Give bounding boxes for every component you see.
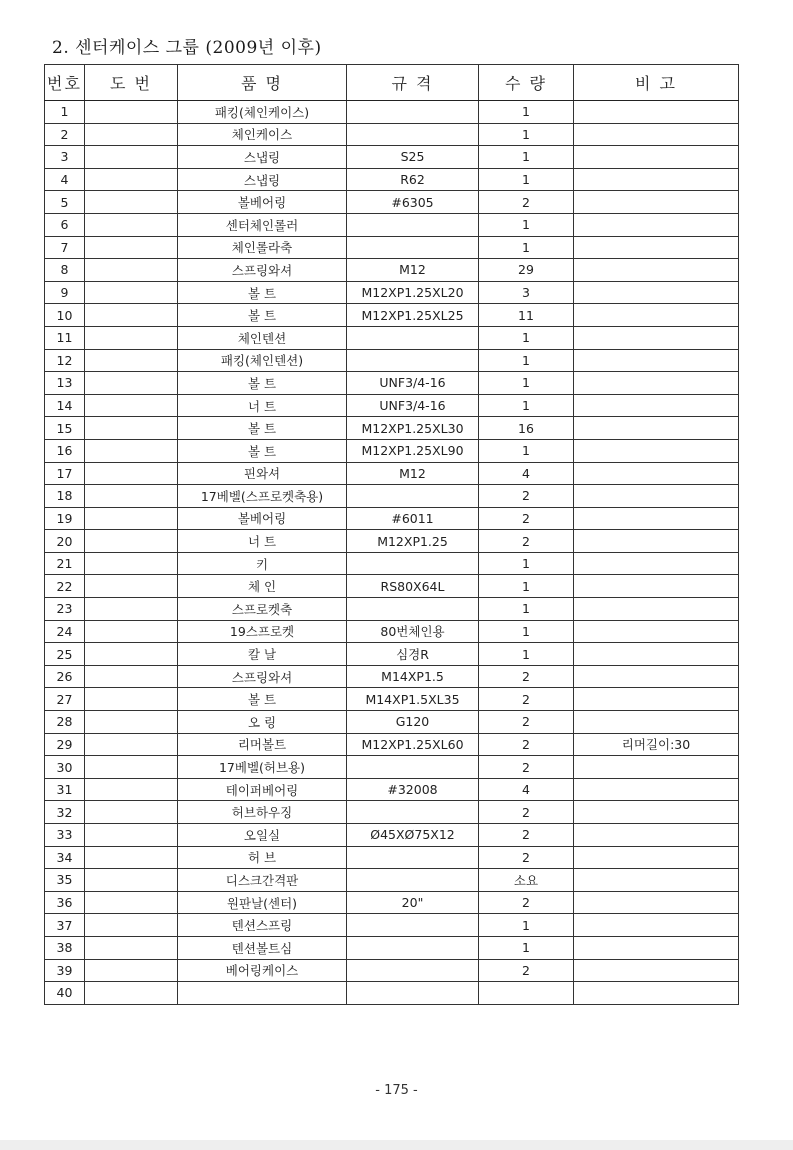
cell-remarks <box>574 213 739 236</box>
table-row <box>45 168 739 191</box>
cell-part-name: 체인텐션 <box>178 326 347 349</box>
cell-part-name: 너 트 <box>178 530 347 553</box>
cell-number: 27 <box>45 688 85 711</box>
table-row <box>45 891 739 914</box>
cell-part-name: 오 링 <box>178 711 347 734</box>
cell-quantity: 1 <box>479 552 574 575</box>
cell-part-name: 스냅링 <box>178 146 347 169</box>
cell-specification <box>347 936 479 959</box>
cell-number: 11 <box>45 326 85 349</box>
table-row <box>45 236 739 259</box>
cell-specification: M14XP1.5 <box>347 665 479 688</box>
cell-remarks <box>574 665 739 688</box>
header-remarks: 비 고 <box>574 65 739 101</box>
cell-remarks <box>574 620 739 643</box>
cell-number: 1 <box>45 101 85 124</box>
cell-part-name: 스냅링 <box>178 168 347 191</box>
cell-part-name: 볼 트 <box>178 417 347 440</box>
cell-remarks <box>574 801 739 824</box>
cell-quantity: 2 <box>479 191 574 214</box>
cell-remarks <box>574 575 739 598</box>
cell-drawing-no <box>85 123 178 146</box>
cell-drawing-no <box>85 620 178 643</box>
table-row <box>45 688 739 711</box>
cell-part-name: 스프링와셔 <box>178 259 347 282</box>
cell-quantity: 29 <box>479 259 574 282</box>
cell-remarks <box>574 914 739 937</box>
cell-specification <box>347 756 479 779</box>
cell-drawing-no <box>85 959 178 982</box>
cell-quantity: 2 <box>479 733 574 756</box>
cell-specification: R62 <box>347 168 479 191</box>
cell-specification: #6011 <box>347 507 479 530</box>
cell-part-name: 원판날(센터) <box>178 891 347 914</box>
cell-quantity: 2 <box>479 891 574 914</box>
table-row <box>45 417 739 440</box>
cell-drawing-no <box>85 439 178 462</box>
cell-part-name: 볼 트 <box>178 304 347 327</box>
cell-specification <box>347 846 479 869</box>
table-row <box>45 349 739 372</box>
cell-part-name: 볼 트 <box>178 372 347 395</box>
cell-quantity: 1 <box>479 598 574 621</box>
cell-drawing-no <box>85 372 178 395</box>
table-row <box>45 936 739 959</box>
cell-specification <box>347 959 479 982</box>
cell-specification <box>347 236 479 259</box>
cell-specification: 80번체인용 <box>347 620 479 643</box>
cell-specification <box>347 485 479 508</box>
cell-quantity: 1 <box>479 372 574 395</box>
cell-part-name: 텐션볼트심 <box>178 936 347 959</box>
cell-part-name: 텐션스프링 <box>178 914 347 937</box>
cell-number: 8 <box>45 259 85 282</box>
cell-number: 28 <box>45 711 85 734</box>
cell-remarks <box>574 372 739 395</box>
cell-number: 30 <box>45 756 85 779</box>
cell-quantity: 2 <box>479 665 574 688</box>
cell-remarks <box>574 394 739 417</box>
cell-drawing-no <box>85 801 178 824</box>
cell-drawing-no <box>85 643 178 666</box>
cell-drawing-no <box>85 552 178 575</box>
table-row <box>45 213 739 236</box>
cell-drawing-no <box>85 462 178 485</box>
table-row <box>45 485 739 508</box>
cell-number: 4 <box>45 168 85 191</box>
cell-quantity: 1 <box>479 168 574 191</box>
cell-remarks <box>574 982 739 1005</box>
cell-number: 16 <box>45 439 85 462</box>
cell-quantity: 2 <box>479 824 574 847</box>
cell-remarks <box>574 756 739 779</box>
cell-specification: M12XP1.25XL25 <box>347 304 479 327</box>
table-row <box>45 259 739 282</box>
cell-remarks <box>574 711 739 734</box>
cell-drawing-no <box>85 101 178 124</box>
cell-drawing-no <box>85 304 178 327</box>
cell-quantity: 1 <box>479 349 574 372</box>
cell-part-name: 칼 날 <box>178 643 347 666</box>
cell-number: 18 <box>45 485 85 508</box>
cell-specification: M14XP1.5XL35 <box>347 688 479 711</box>
cell-specification <box>347 982 479 1005</box>
cell-quantity: 1 <box>479 575 574 598</box>
cell-number: 12 <box>45 349 85 372</box>
cell-drawing-no <box>85 869 178 892</box>
cell-drawing-no <box>85 711 178 734</box>
cell-remarks <box>574 688 739 711</box>
cell-remarks <box>574 349 739 372</box>
cell-specification: M12XP1.25XL90 <box>347 439 479 462</box>
cell-remarks <box>574 778 739 801</box>
cell-specification <box>347 552 479 575</box>
cell-number: 24 <box>45 620 85 643</box>
cell-quantity: 11 <box>479 304 574 327</box>
cell-specification <box>347 801 479 824</box>
cell-quantity: 1 <box>479 213 574 236</box>
cell-number: 21 <box>45 552 85 575</box>
cell-drawing-no <box>85 213 178 236</box>
cell-number: 13 <box>45 372 85 395</box>
cell-specification: M12XP1.25XL30 <box>347 417 479 440</box>
cell-remarks <box>574 417 739 440</box>
cell-remarks <box>574 191 739 214</box>
cell-remarks <box>574 598 739 621</box>
cell-part-name: 스프로켓축 <box>178 598 347 621</box>
cell-specification: RS80X64L <box>347 575 479 598</box>
table-row <box>45 959 739 982</box>
cell-drawing-no <box>85 394 178 417</box>
cell-drawing-no <box>85 326 178 349</box>
table-row <box>45 281 739 304</box>
cell-part-name: 볼 트 <box>178 439 347 462</box>
table-row <box>45 123 739 146</box>
cell-number: 35 <box>45 869 85 892</box>
cell-specification <box>347 101 479 124</box>
cell-quantity: 4 <box>479 462 574 485</box>
cell-specification: M12XP1.25 <box>347 530 479 553</box>
cell-quantity: 1 <box>479 936 574 959</box>
cell-number: 37 <box>45 914 85 937</box>
cell-part-name: 체 인 <box>178 575 347 598</box>
cell-drawing-no <box>85 598 178 621</box>
cell-specification: #32008 <box>347 778 479 801</box>
cell-quantity: 16 <box>479 417 574 440</box>
cell-remarks <box>574 891 739 914</box>
cell-remarks <box>574 236 739 259</box>
cell-part-name: 핀와셔 <box>178 462 347 485</box>
cell-quantity: 2 <box>479 846 574 869</box>
cell-number: 7 <box>45 236 85 259</box>
cell-drawing-no <box>85 530 178 553</box>
cell-specification <box>347 326 479 349</box>
cell-number: 23 <box>45 598 85 621</box>
table-row <box>45 869 739 892</box>
table-row <box>45 101 739 124</box>
table-row <box>45 914 739 937</box>
cell-specification: M12 <box>347 462 479 485</box>
table-row <box>45 665 739 688</box>
table-row <box>45 462 739 485</box>
cell-drawing-no <box>85 756 178 779</box>
table-row <box>45 191 739 214</box>
table-row <box>45 552 739 575</box>
cell-part-name: 스프링와셔 <box>178 665 347 688</box>
cell-remarks <box>574 643 739 666</box>
cell-number: 39 <box>45 959 85 982</box>
cell-specification: M12XP1.25XL60 <box>347 733 479 756</box>
cell-specification <box>347 349 479 372</box>
cell-specification <box>347 914 479 937</box>
cell-specification <box>347 869 479 892</box>
header-part-name: 품 명 <box>178 65 347 101</box>
cell-number: 20 <box>45 530 85 553</box>
table-row <box>45 575 739 598</box>
table-row <box>45 372 739 395</box>
cell-drawing-no <box>85 733 178 756</box>
cell-drawing-no <box>85 982 178 1005</box>
cell-drawing-no <box>85 281 178 304</box>
cell-quantity: 1 <box>479 236 574 259</box>
cell-part-name: 19스프로켓 <box>178 620 347 643</box>
cell-specification: 20" <box>347 891 479 914</box>
cell-quantity: 2 <box>479 711 574 734</box>
table-row <box>45 778 739 801</box>
cell-quantity: 소요 <box>479 869 574 892</box>
cell-drawing-no <box>85 936 178 959</box>
cell-specification: M12XP1.25XL20 <box>347 281 479 304</box>
cell-quantity: 2 <box>479 485 574 508</box>
cell-number: 10 <box>45 304 85 327</box>
cell-number: 19 <box>45 507 85 530</box>
cell-drawing-no <box>85 146 178 169</box>
cell-drawing-no <box>85 191 178 214</box>
cell-drawing-no <box>85 485 178 508</box>
cell-remarks <box>574 936 739 959</box>
cell-number: 2 <box>45 123 85 146</box>
cell-part-name: 센터체인롤러 <box>178 213 347 236</box>
cell-remarks <box>574 869 739 892</box>
cell-remarks <box>574 123 739 146</box>
cell-part-name: 볼 트 <box>178 688 347 711</box>
cell-remarks <box>574 462 739 485</box>
cell-specification: #6305 <box>347 191 479 214</box>
cell-quantity: 2 <box>479 530 574 553</box>
cell-drawing-no <box>85 846 178 869</box>
cell-number: 40 <box>45 982 85 1005</box>
cell-number: 33 <box>45 824 85 847</box>
table-row <box>45 304 739 327</box>
cell-number: 9 <box>45 281 85 304</box>
cell-remarks <box>574 326 739 349</box>
cell-specification: UNF3/4-16 <box>347 394 479 417</box>
cell-part-name: 체인롤라축 <box>178 236 347 259</box>
cell-drawing-no <box>85 575 178 598</box>
parts-table <box>44 64 739 1005</box>
cell-specification: S25 <box>347 146 479 169</box>
cell-number: 14 <box>45 394 85 417</box>
cell-number: 34 <box>45 846 85 869</box>
cell-quantity: 3 <box>479 281 574 304</box>
cell-specification: M12 <box>347 259 479 282</box>
cell-part-name: 패킹(체인케이스) <box>178 101 347 124</box>
page-title: 2. 센터케이스 그룹 (2009년 이후) <box>52 38 322 58</box>
cell-drawing-no <box>85 236 178 259</box>
cell-part-name: 리머볼트 <box>178 733 347 756</box>
cell-drawing-no <box>85 349 178 372</box>
cell-quantity: 1 <box>479 146 574 169</box>
cell-quantity: 2 <box>479 756 574 779</box>
page-bottom-edge <box>0 1140 793 1150</box>
cell-specification: Ø45XØ75X12 <box>347 824 479 847</box>
cell-remarks <box>574 281 739 304</box>
table-row <box>45 507 739 530</box>
cell-specification: 심경R <box>347 643 479 666</box>
cell-part-name: 17베벨(허브용) <box>178 756 347 779</box>
cell-part-name: 허 브 <box>178 846 347 869</box>
cell-quantity: 1 <box>479 123 574 146</box>
table-body <box>45 101 739 1005</box>
cell-drawing-no <box>85 778 178 801</box>
header-quantity: 수 량 <box>479 65 574 101</box>
table-row <box>45 530 739 553</box>
cell-quantity: 1 <box>479 101 574 124</box>
cell-quantity: 1 <box>479 620 574 643</box>
cell-part-name: 디스크간격판 <box>178 869 347 892</box>
cell-number: 36 <box>45 891 85 914</box>
cell-drawing-no <box>85 665 178 688</box>
header-drawing-no: 도 번 <box>85 65 178 101</box>
cell-remarks: 리머길이:30 <box>574 733 739 756</box>
cell-number: 29 <box>45 733 85 756</box>
cell-number: 31 <box>45 778 85 801</box>
cell-part-name: 오일실 <box>178 824 347 847</box>
cell-remarks <box>574 507 739 530</box>
cell-number: 6 <box>45 213 85 236</box>
cell-drawing-no <box>85 688 178 711</box>
page-number: - 175 - <box>375 1083 418 1098</box>
table-row <box>45 643 739 666</box>
cell-remarks <box>574 530 739 553</box>
cell-remarks <box>574 146 739 169</box>
cell-remarks <box>574 304 739 327</box>
cell-quantity: 1 <box>479 643 574 666</box>
cell-part-name: 테이퍼베어링 <box>178 778 347 801</box>
cell-drawing-no <box>85 914 178 937</box>
cell-quantity: 4 <box>479 778 574 801</box>
header-specification: 규 격 <box>347 65 479 101</box>
cell-part-name <box>178 982 347 1005</box>
cell-number: 26 <box>45 665 85 688</box>
cell-number: 3 <box>45 146 85 169</box>
cell-drawing-no <box>85 259 178 282</box>
cell-remarks <box>574 168 739 191</box>
table-row <box>45 846 739 869</box>
cell-specification <box>347 213 479 236</box>
cell-remarks <box>574 552 739 575</box>
cell-quantity: 1 <box>479 439 574 462</box>
table-row <box>45 439 739 462</box>
table-row <box>45 711 739 734</box>
cell-specification: UNF3/4-16 <box>347 372 479 395</box>
cell-drawing-no <box>85 168 178 191</box>
table-row <box>45 756 739 779</box>
cell-part-name: 허브하우징 <box>178 801 347 824</box>
table-row <box>45 620 739 643</box>
cell-number: 17 <box>45 462 85 485</box>
cell-part-name: 체인케이스 <box>178 123 347 146</box>
table-header-row <box>45 65 739 101</box>
cell-quantity: 1 <box>479 326 574 349</box>
cell-number: 5 <box>45 191 85 214</box>
cell-remarks <box>574 101 739 124</box>
table-row <box>45 801 739 824</box>
header-number: 번호 <box>45 65 85 101</box>
cell-remarks <box>574 439 739 462</box>
cell-drawing-no <box>85 891 178 914</box>
cell-number: 38 <box>45 936 85 959</box>
cell-remarks <box>574 959 739 982</box>
cell-drawing-no <box>85 417 178 440</box>
cell-part-name: 볼베어링 <box>178 507 347 530</box>
cell-part-name: 너 트 <box>178 394 347 417</box>
table-row <box>45 982 739 1005</box>
cell-quantity: 1 <box>479 394 574 417</box>
cell-drawing-no <box>85 824 178 847</box>
cell-drawing-no <box>85 507 178 530</box>
cell-specification <box>347 123 479 146</box>
cell-number: 32 <box>45 801 85 824</box>
table-row <box>45 598 739 621</box>
table-row <box>45 326 739 349</box>
table-row <box>45 146 739 169</box>
cell-quantity: 1 <box>479 914 574 937</box>
cell-part-name: 볼베어링 <box>178 191 347 214</box>
cell-quantity: 2 <box>479 507 574 530</box>
cell-specification: G120 <box>347 711 479 734</box>
cell-part-name: 패킹(체인텐션) <box>178 349 347 372</box>
cell-remarks <box>574 485 739 508</box>
cell-remarks <box>574 259 739 282</box>
cell-remarks <box>574 846 739 869</box>
cell-quantity: 2 <box>479 688 574 711</box>
cell-number: 22 <box>45 575 85 598</box>
cell-part-name: 17베벨(스프로켓축용) <box>178 485 347 508</box>
cell-quantity <box>479 982 574 1005</box>
table-row <box>45 824 739 847</box>
cell-part-name: 볼 트 <box>178 281 347 304</box>
cell-specification <box>347 598 479 621</box>
cell-part-name: 키 <box>178 552 347 575</box>
cell-number: 15 <box>45 417 85 440</box>
table-row <box>45 733 739 756</box>
cell-quantity: 2 <box>479 801 574 824</box>
cell-quantity: 2 <box>479 959 574 982</box>
cell-number: 25 <box>45 643 85 666</box>
table-row <box>45 394 739 417</box>
cell-part-name: 베어링케이스 <box>178 959 347 982</box>
cell-remarks <box>574 824 739 847</box>
